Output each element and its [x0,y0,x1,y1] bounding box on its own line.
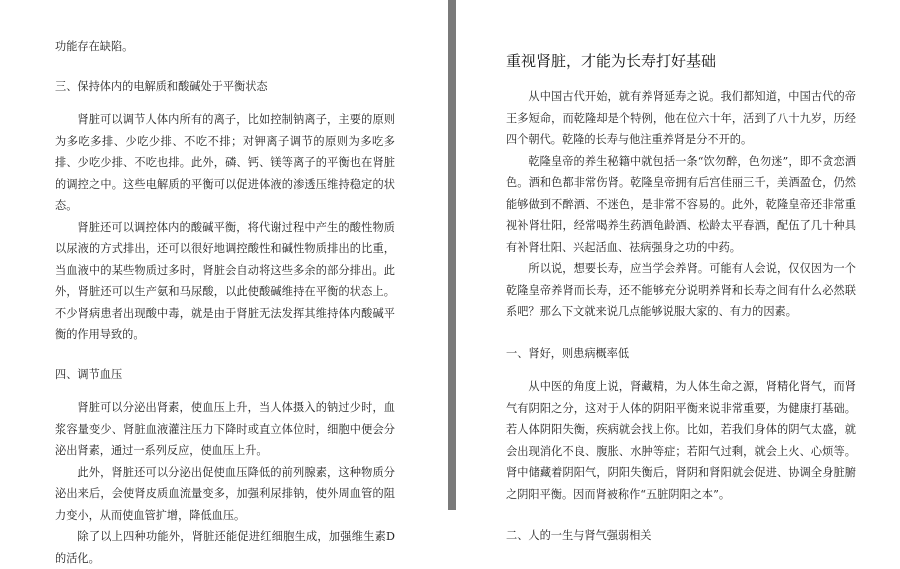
section4-heading: 四、调节血压 [55,367,123,381]
section4-paragraph-1: 肾脏可以分泌出肾素，使血压上升，当人体摄入的钠过少时，血浆容量变少、肾脏血液灌注压力下降时或直立体位时，细胞中便会分泌出肾素，通过一系列反应，使血压上升。 [55,401,395,457]
section3-paragraph-2: 肾脏还可以调控体内的酸碱平衡，将代谢过程中产生的酸性物质以尿液的方式排出，还可以很好地调控酸性和碱性物质排出的比重，当血液中的某些物质过多时，肾脏会自动将这些多余的部分排出。此外，肾脏还可以生产氨和马尿酸，以此使酸碱维持在平衡的状态上。不少肾病患者出现酸中毒，就是由于肾脏无法发挥其维持体内酸碱平衡的作用导致的。 [55,220,395,341]
page-gutter [448,0,456,510]
section1-paragraph-1: 从中医的角度上说，肾藏精，为人体生命之源，肾精化肾气，而肾气有阴阳之分，这对于人体的阴阳平衡来说非常重要，为健康打基础。若人体阴阳失衡，疾病就会找上你。比如，若我们身体的阴气太盛，就会出现消化不良、腹胀、水肿等症；若阳气过剩，就会上火、心烦等。肾中储藏着阴阳气，阴阳失衡后，肾阴和肾阳就会促进、协调全身脏腑之阴阳平衡。因而肾被称作“五脏阴阳之本”。 [506,380,856,501]
left-page-text [55,36,395,569]
section4-paragraph-3: 除了以上四种功能外，肾脏还能促进红细胞生成，加强维生素D的活化。 [55,530,395,565]
intro-paragraph-3: 所以说，想要长寿，应当学会养肾。可能有人会说，仅仅因为一个乾隆皇帝养肾而长寿，还不能够充分说明养肾和长寿之间有什么必然联系吧？那么下文就来说几点能够说服大家的、有力的因素。 [506,262,856,318]
carryover-text: 功能存在缺陷。 [55,40,134,53]
intro-paragraph-1: 从中国古代开始，就有养肾延寿之说。我们都知道，中国古代的帝王多短命，而乾隆却是个特例，他在位六十年，活到了八十九岁，历经四个朝代。乾隆的长寿与他注重养肾是分不开的。 [506,90,856,146]
right-page-text [506,50,856,547]
intro-paragraph-2: 乾隆皇帝的养生秘籍中就包括一条“饮勿醉，色勿迷”，即不贪恋酒色。酒和色都非常伤肾。乾隆皇帝拥有后宫佳丽三千，美酒盈仓，仍然能够做到不醉酒、不迷色，是非常不容易的。此外，乾隆皇帝还非常重视补肾壮阳，经常喝养生药酒龟龄酒、松龄太平春酒，配伍了几十种具有补肾壮阳、兴起活血、祛病强身之功的中药。 [506,154,856,254]
left-page [0,0,448,565]
right-page [456,0,900,542]
section3-paragraph-1: 肾脏可以调节人体内所有的离子，比如控制钠离子，主要的原则为多吃多排、少吃少排、不吃不排；对钾离子调节的原则为多吃多排、少吃少排、不吃也排。此外，磷、钙、镁等离子的平衡也在肾脏的调控之中。这些电解质的平衡可以促进体液的渗透压维持稳定的状态。 [55,113,395,212]
section1-heading: 一、肾好，则患病概率低 [506,346,630,360]
section3-heading: 三、保持体内的电解质和酸碱处于平衡状态 [55,79,268,93]
section4-paragraph-2: 此外，肾脏还可以分泌出促使血压降低的前列腺素，这种物质分泌出来后，会使肾皮质血流量变多，加强利尿排钠，使外周血管的阻力变小，从而使血管扩增，降低血压。 [55,465,395,522]
page-title: 重视肾脏，才能为长寿打好基础 [506,52,717,70]
section2-heading: 二、人的一生与肾气强弱相关 [506,529,652,542]
